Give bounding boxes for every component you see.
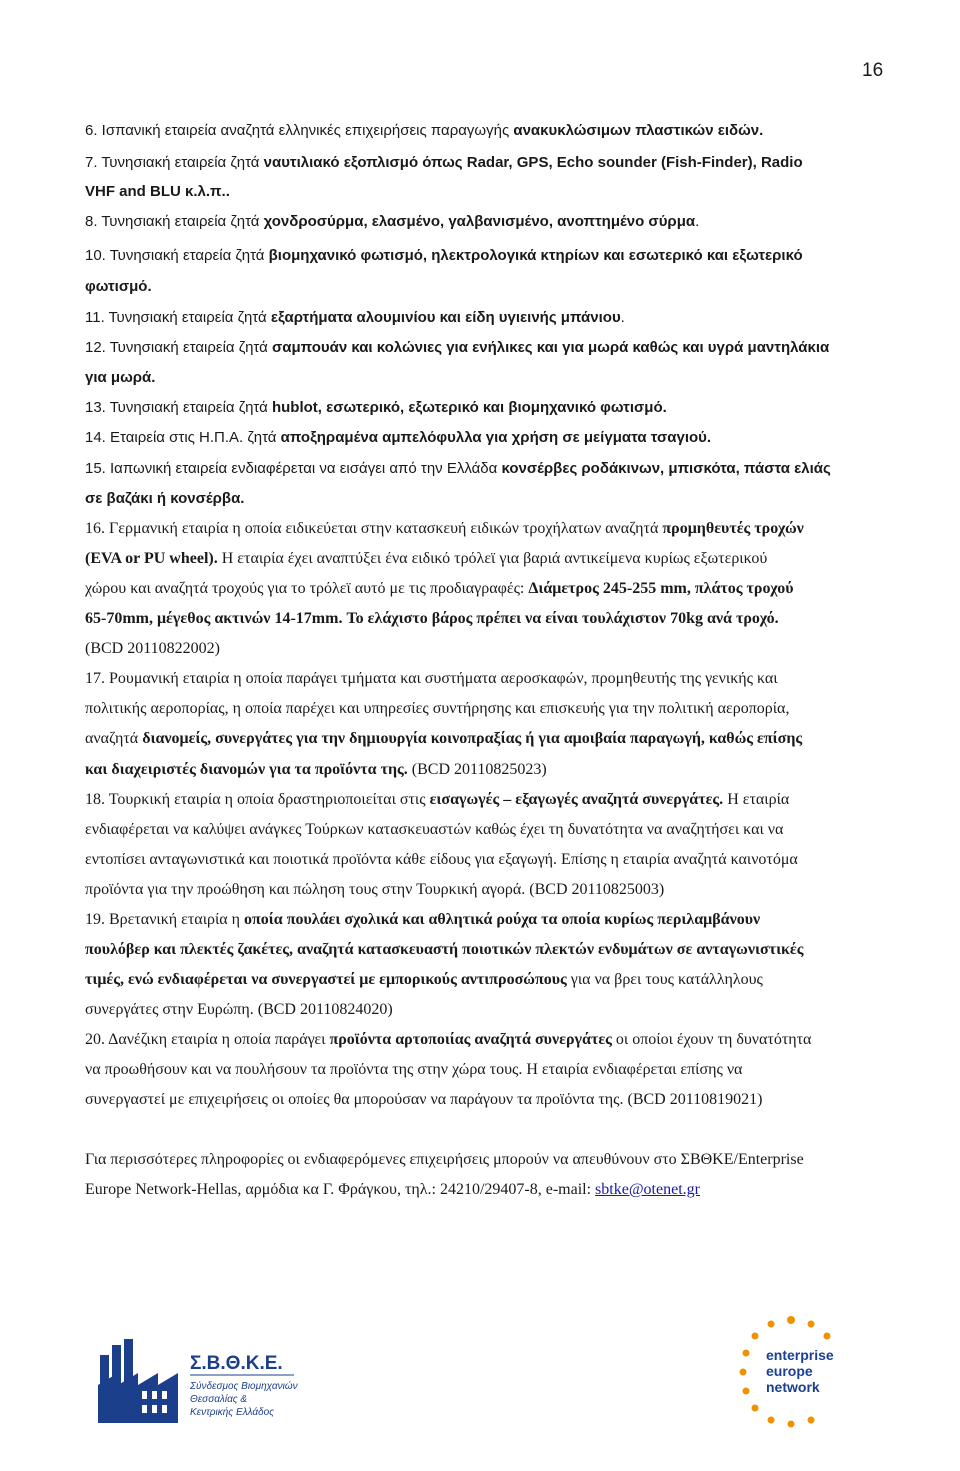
item-10-cont: φωτισμό. — [85, 278, 152, 295]
item-7: 7. Τυνησιακή εταιρεία ζητά ναυτιλιακό εξοπλισμό όπως Radar, GPS, Echo sounder (Fish-Finder), Radio — [85, 154, 803, 171]
item-18-line-1: 18. Τουρκική εταιρία η οποία δραστηριοποιείται στις εισαγωγές – εξαγωγές αναζητά συνεργάτες. Η εταιρία — [85, 791, 790, 808]
sbvke-logo — [98, 1335, 298, 1425]
item-12: 12. Τυνησιακή εταιρεία ζητά σαμπουάν και κολώνιες για ενήλικες και για μωρά καθώς και υγρά μαντηλάκια — [85, 339, 830, 356]
sbvke-line-1: Σύνδεσμος Βιομηχανιών — [190, 1381, 298, 1392]
item-13: 13. Τυνησιακή εταιρεία ζητά hublot, εσωτερικό, εξωτερικό και βιομηχανικό φωτισμό. — [85, 399, 667, 416]
footer-line-2: Europe Network-Hellas, αρμόδια κα Γ. Φράγκου, τηλ.: 24210/29407-8, e-mail: sbtke@otenet.gr — [85, 1181, 700, 1198]
item-16-ref: (BCD 20110822002) — [85, 640, 220, 657]
een-line-2: europe — [766, 1363, 813, 1379]
item-6: 6. Ισπανική εταιρεία αναζητά ελληνικές επιχειρήσεις παραγωγής ανακυκλώσιμων πλαστικών ειδών. — [85, 122, 764, 139]
item-20-line-1: 20. Δανέζικη εταιρία η οποία παράγει προϊόντα αρτοποιίας αναζητά συνεργάτες οι οποίοι έχουν τη δυνατότητα — [85, 1031, 812, 1048]
item-18-line-4: προϊόντα για την προώθηση και πώληση τους στην Τουρκική αγορά. (BCD 20110825003) — [85, 881, 665, 898]
een-line-1: enterprise — [766, 1347, 834, 1363]
email-link[interactable]: sbtke@otenet.gr — [595, 1181, 700, 1198]
item-19-line-4: συνεργάτες στην Ευρώπη. (BCD 20110824020) — [85, 1001, 393, 1018]
item-17-line-1: 17. Ρουμανική εταιρία η οποία παράγει τμήματα και συστήματα αεροσκαφών, προμηθευτής της γενικής και — [85, 670, 778, 687]
sbvke-line-3: Κεντρικής Ελλάδος — [190, 1407, 275, 1418]
page-number: 16 — [862, 60, 884, 81]
item-17-line-4: και διαχειριστές διανομών για τα προϊόντα της. (BCD 20110825023) — [85, 761, 547, 778]
item-12-cont: για μωρά. — [85, 369, 156, 386]
footer-line-1: Για περισσότερες πληροφορίες οι ενδιαφερόμενες επιχειρήσεις μπορούν να απευθύνουν στο ΣΒΘΚΕ/Enterprise — [85, 1151, 804, 1168]
item-15: 15. Ιαπωνική εταιρεία ενδιαφέρεται να εισάγει από την Ελλάδα κονσέρβες ροδάκινων, μπισκότα, πάστα ελιάς — [85, 460, 831, 477]
item-11: 11. Τυνησιακή εταιρεία ζητά εξαρτήματα αλουμινίου και είδη υγιεινής μπάνιου. — [85, 309, 625, 326]
item-14: 14. Εταιρεία στις Η.Π.Α. ζητά αποξηραμένα αμπελόφυλλα για χρήση σε μείγματα τσαγιού. — [85, 429, 712, 446]
item-19-line-1: 19. Βρετανική εταιρία η οποία πουλάει σχολικά και αθλητικά ρούχα τα οποία κυρίως περιλαμβάνουν — [85, 911, 761, 928]
een-stars-icon — [726, 1310, 856, 1440]
item-17-line-3: αναζητά διανομείς, συνεργάτες για την δημιουργία κοινοπραξίας ή για αμοιβαία παραγωγή, καθώς επίσης — [85, 730, 803, 747]
sbvke-line-2: Θεσσαλίας & — [190, 1394, 248, 1405]
enterprise-europe-network-logo — [726, 1310, 856, 1440]
item-19-line-2: πουλόβερ και πλεκτές ζακέτες, αναζητά κατασκευαστή ποιοτικών πλεκτών ενδυμάτων σε ανταγωνιστικές — [85, 941, 804, 958]
een-line-3: network — [766, 1379, 820, 1395]
item-16-line-2: (EVA or PU wheel). Η εταιρία έχει αναπτύξει ένα ειδικό τρόλεϊ για βαριά αντικείμενα κυρίως εξωτερικού — [85, 550, 768, 567]
item-16-line-4: 65-70mm, μέγεθος ακτινών 14-17mm. Το ελάχιστο βάρος πρέπει να είναι τουλάχιστον 70kg ανά τροχό. — [85, 610, 779, 627]
item-16-line-3: χώρου και αναζητά τροχούς για το τρόλεϊ αυτό με τις προδιαγραφές: Διάμετρος 245-255 mm, πλάτος τροχού — [85, 580, 794, 597]
sbvke-title: Σ.Β.Θ.Κ.Ε. — [190, 1353, 283, 1374]
item-15-cont: σε βαζάκι ή κονσέρβα. — [85, 490, 245, 507]
item-8: 8. Τυνησιακή εταιρεία ζητά χονδροσύρμα, ελασμένο, γαλβανισμένο, ανοπτημένο σύρμα. — [85, 213, 700, 230]
item-10: 10. Τυνησιακή εταρεία ζητά βιομηχανικό φωτισμό, ηλεκτρολογικά κτηρίων και εσωτερικό και εξωτερικό — [85, 247, 803, 264]
item-18-line-3: εντοπίσει ανταγωνιστικά και ποιοτικά προϊόντα κάθε είδους για εξαγωγή. Επίσης η εταιρία αναζητά καινοτόμα — [85, 851, 798, 868]
item-20-line-3: συνεργαστεί με επιχειρήσεις οι οποίες θα μπορούσαν να παράγουν τα προϊόντα της. (BCD 20110819021) — [85, 1091, 763, 1108]
item-18-line-2: ενδιαφέρεται να καλύψει ανάγκες Τούρκων κατασκευαστών καθώς έχει τη δυνατότητα να αναζητήσει και να — [85, 821, 784, 838]
item-20-line-2: να προωθήσουν και να πουλήσουν τα προϊόντα της στην χώρα τους. Η εταιρία ενδιαφέρεται επίσης να — [85, 1061, 743, 1078]
sbvke-factory-icon — [98, 1335, 298, 1425]
item-7-cont: VHF and BLU κ.λ.π.. — [85, 183, 230, 200]
item-16-line-1: 16. Γερμανική εταιρία η οποία ειδικεύεται στην κατασκευή ειδικών τροχήλατων αναζητά προμηθευτές τροχών — [85, 520, 804, 537]
item-19-line-3: τιμές, ενώ ενδιαφέρεται να συνεργαστεί με εμπορικούς αντιπροσώπους για να βρει τους κατάλληλους — [85, 971, 763, 988]
item-17-line-2: πολιτικής αεροπορίας, η οποία παρέχει και υπηρεσίες συντήρησης και επισκευής για την πολιτική αεροπορία, — [85, 700, 790, 717]
